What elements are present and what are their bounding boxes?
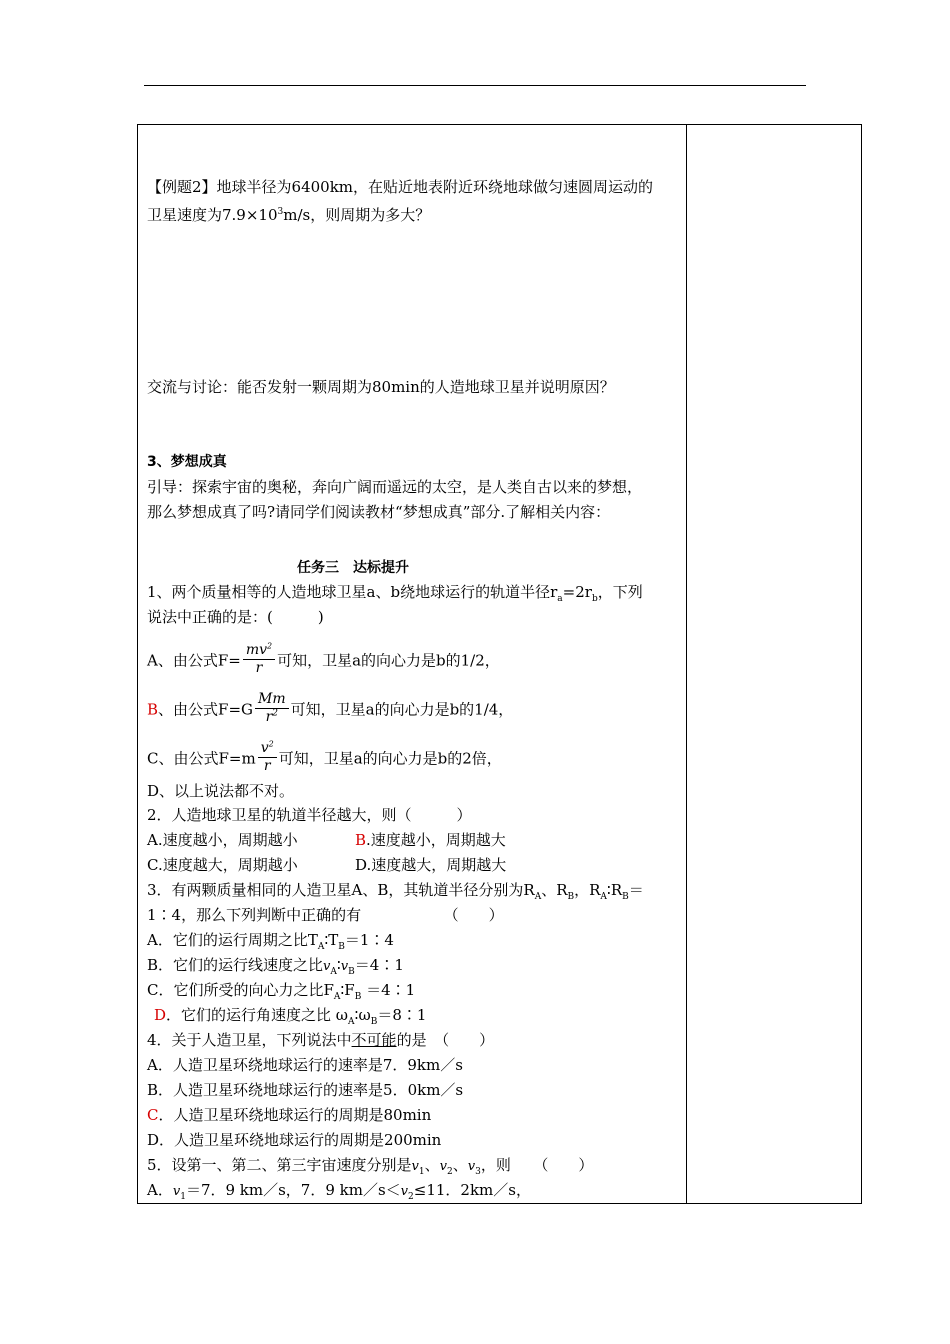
q2-option-c: C.速度越大，周期越小 — [147, 856, 298, 874]
q1-stem-1: 1、两个质量相等的人造地球卫星a、b绕地球运行的轨道半径$r_a=2r_b$，下列 — [147, 583, 643, 604]
q4-stem: 4．关于人造卫星，下列说法中不可能的是 （ ） — [147, 1031, 495, 1049]
q4-option-d: D．人造卫星环绕地球运行的周期是200min — [147, 1131, 442, 1149]
q3-option-d: D．它们的运行角速度之比 $\omega_A∶\omega_B=8∶1$ — [154, 1006, 427, 1027]
header-rule — [144, 85, 806, 86]
q1-a-fraction: $\frac{mv^2}{r}$ — [243, 642, 275, 677]
q1-c-fraction: $\frac{v^2}{r}$ — [258, 740, 277, 775]
example2-line1: 【例题2】地球半径为6400km，在贴近地表附近环绕地球做匀速圆周运动的 — [147, 178, 654, 196]
column-divider — [686, 124, 687, 1204]
q2-stem: 2．人造地球卫星的轨道半径越大，则（ ） — [147, 806, 472, 824]
q1-stem-2: 说法中正确的是：( ) — [147, 608, 324, 626]
q3-option-c: C．它们所受的向心力之比$F_A∶F_B$ ＝4∶1 — [147, 981, 416, 1002]
q3-option-b: B．它们的运行线速度之比$v_A∶v_B=4∶1$ — [147, 956, 404, 977]
section3-heading: 3、梦想成真 — [147, 454, 227, 470]
task3-heading: 任务三 达标提升 — [297, 560, 409, 576]
q1-option-a: A、由公式F= $\frac{mv^2}{r}$ 可知，卫星a的向心力是b的1/2， — [147, 641, 500, 676]
q2-option-a: A.速度越小，周期越小 — [147, 831, 298, 849]
q2-option-b: B.速度越小，周期越大 — [355, 831, 506, 849]
q5-stem: 5．设第一、第二、第三宇宙速度分别是$v_1$、$v_2$、$v_3$，则 （ ） — [147, 1156, 594, 1177]
section3-intro-1: 引导：探索宇宙的奥秘，奔向广阔而遥远的太空，是人类自古以来的梦想， — [147, 478, 643, 496]
q1-option-d: D、以上说法都不对。 — [147, 782, 295, 800]
q1-option-b: B、由公式F=G $\frac{Mm}{r^2}$ 可知，卫星a的向心力是b的1/4， — [147, 691, 514, 725]
q3-stem-1: 3．有两颗质量相同的人造卫星A、B，其轨道半径分别为$R_A$、$R_B$，$R_A∶R_B=$ — [147, 881, 644, 902]
q4-option-b: B．人造卫星环绕地球运行的速率是5．0km／s — [147, 1081, 464, 1099]
example2-line2: 卫星速度为$7.9\times 10^3m/s$，则周期为多大？ — [147, 206, 431, 224]
q2-option-d: D.速度越大，周期越大 — [355, 856, 507, 874]
q1-option-c: C、由公式F=m $\frac{v^2}{r}$ 可知，卫星a的向心力是b的2倍， — [147, 739, 502, 774]
q1-b-fraction: $\frac{Mm}{r^2}$ — [255, 691, 289, 726]
q4-option-c: C．人造卫星环绕地球运行的周期是80min — [147, 1106, 432, 1124]
section3-intro-2: 那么梦想成真了吗?请同学们阅读教材“梦想成真”部分.了解相关内容： — [147, 503, 611, 521]
q5-option-a: A．$v_1=7$．9 km／s，7．9 $km/s<v_2\le 11$．2km／s， — [147, 1181, 531, 1202]
q3-stem-2: 1∶4，那么下列判断中正确的有 （ ） — [147, 906, 504, 924]
discussion-text: 交流与讨论：能否发射一颗周期为80min的人造地球卫星并说明原因？ — [147, 378, 615, 396]
q4-option-a: A．人造卫星环绕地球运行的速率是7．9km／s — [147, 1056, 463, 1074]
q3-option-a: A．它们的运行周期之比$T_A∶T_B=1∶4$ — [147, 931, 394, 952]
